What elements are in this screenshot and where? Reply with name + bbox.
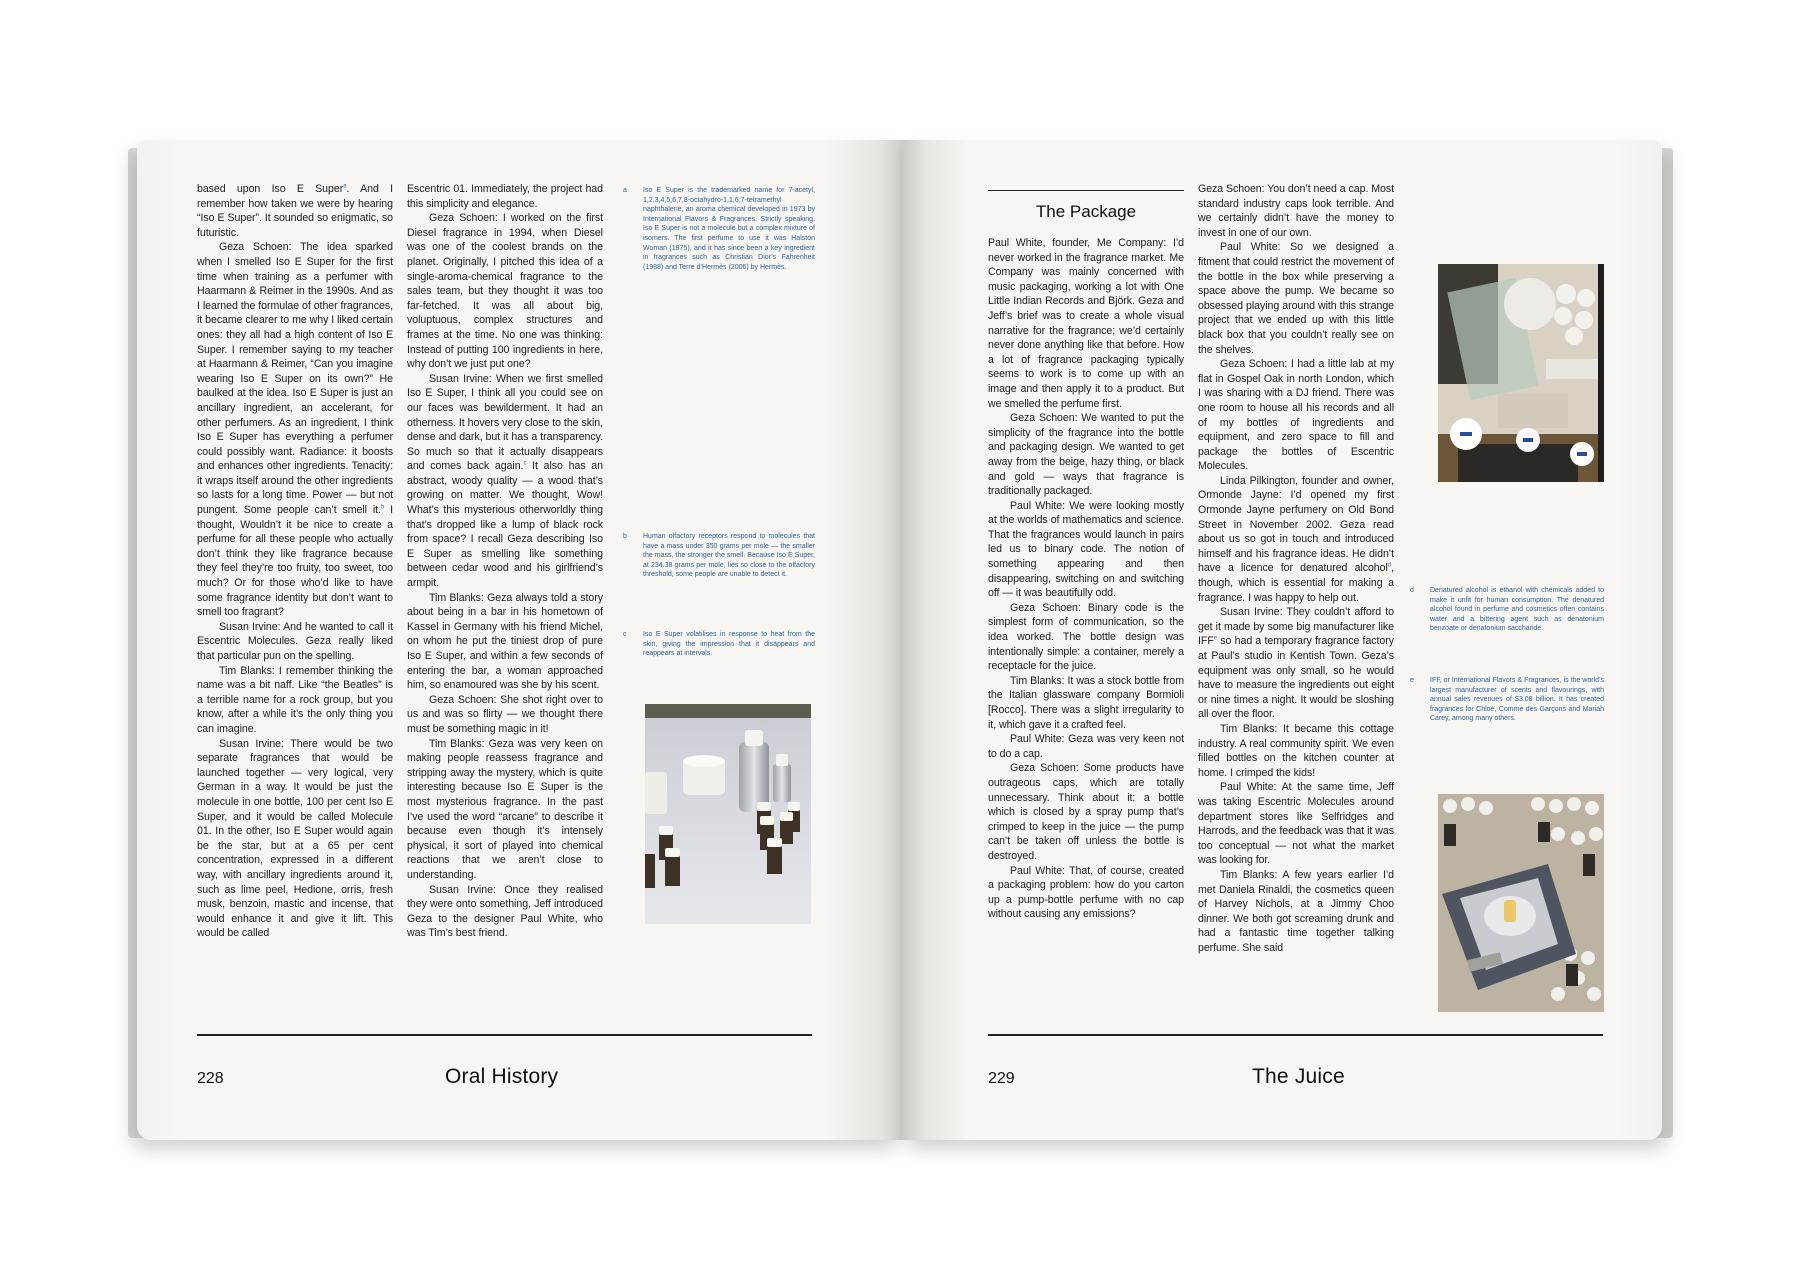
paragraph <box>1198 722 1394 780</box>
paragraph-text: Susan Irvine: And he wanted to call it Escentric Molecules. Geza really liked that particular pun on the spelling. <box>197 620 393 662</box>
paragraph <box>988 761 1184 863</box>
paragraph-text: Escentric 01. Immediately, the project had this simplicity and elegance. <box>407 183 603 210</box>
section-rule <box>988 190 1184 191</box>
paragraph-text: Susan Irvine: When we first smelled Iso E Super, I think all you could see on our faces was bewilderment. It had an otherness. It hovers very close to the skin, dense and dark, but it has a transparency. So much so that it actually disappears and comes back again. <box>407 372 603 473</box>
footnote-text: Iso E Super volatilises in response to heat from the skin, giving the impression that it disappears and reappears at intervals. <box>643 631 815 658</box>
paragraph-text-continued: It also has an abstract, woody quality — a wood that’s growing on matter. We thought, Wow! What’s this mysterious otherworldly thing that’s dropped like a lump of black rock from space? I recall Geza describing Iso E Super as smelling like something between cedar wood and his girlfriend’s armpit. <box>407 460 603 590</box>
paragraph <box>197 737 393 941</box>
right-column-2 <box>1198 182 1394 955</box>
paragraph-text: Paul White: So we designed a fitment that could restrict the movement of the bottle in the box while preserving a space above the pump. We became so obsessed playing around with this strange project that we ended up with this little black box that you couldn’t really see on the shelves. <box>1198 241 1394 356</box>
paragraph <box>1198 605 1394 722</box>
footer-rule <box>197 1034 812 1036</box>
paragraph <box>407 883 603 941</box>
photo-scale-and-vials <box>1438 794 1604 1012</box>
page-number: 229 <box>988 1070 1015 1087</box>
right-page <box>902 140 1662 1140</box>
paragraph-text-continued: , though, which is essential for making a fragrance. I was happy to help out. <box>1198 562 1394 604</box>
paragraph-text: Geza Schoen: Some products have outrageous caps, which are totally unnecessary. Think about it: a bottle which is closed by a spray pump that’s crimped to keep in the juice — the pump can’t be taken off unless the bottle is destroyed. <box>988 762 1184 862</box>
paragraph-text-continued: . And I remember how taken we were by hearing “Iso E Super”. It sounded so enigmatic, so futuristic. <box>197 183 393 239</box>
footnote-ref[interactable]: e <box>1213 635 1218 642</box>
paragraph <box>988 732 1184 761</box>
left-column-1 <box>197 182 393 941</box>
paragraph-text: Geza Schoen: Binary code is the simplest form of communication, so the idea worked. The bottle design was intentionally simple: a container, merely a receptacle for the juice. <box>988 601 1184 673</box>
paragraph-text: Susan Irvine: They couldn’t afford to get it made by some big manufacturer like IFF <box>1198 606 1394 648</box>
footnote-label: c <box>623 631 627 638</box>
paragraph-text: Susan Irvine: Once they realised they were onto something, Jeff introduced Geza to the designer Paul White, who was Tim’s best friend. <box>407 883 603 940</box>
running-head: The Juice <box>1252 1065 1345 1088</box>
footnote-d <box>1410 586 1604 634</box>
perfume-bottles-image <box>645 704 811 924</box>
paragraph-text: Geza Schoen: The idea sparked when I smelled Iso E Super for the first time when training as a perfumer with Haarmann & Reimer in the 1990s. And as I learned the formulae of other fragrances, it became clearer to me why I liked certain ones: they all had a high content of Iso E Super. I remember saying to my teacher at Haarmann & Reimer, “Can you imagine wearing Iso E Super on its own?” He baulked at the idea. Iso E Super is just an ancillary ingredient, an accelerant, for other perfumers. As an ingredient, I think Iso E Super has everything a perfumer could possibly want. Radiance: it boosts and enhances other ingredients. Tenacity: it wraps itself around the other ingredients so lasts for a long time. Power — but not pungent. Some people can’t smell it. <box>197 241 393 517</box>
footnote-ref[interactable]: a <box>343 183 347 190</box>
paragraph-text: Paul White, founder, Me Company: I’d never worked in the fragrance market. Me Company was mainly concerned with music packaging, working a lot with One Little Indian Records and Björk. Geza and Jeff’s brief was to create a whole visual narrative for the fragrance; we’d certainly never done anything like that before. How a lot of fragrance packaging typically seems to work is to come up with an image and then apply it to a product. But we smelled the perfume first. <box>988 237 1184 410</box>
footnote-label: d <box>1410 587 1414 594</box>
footnote-label: e <box>1410 677 1414 684</box>
paragraph <box>988 864 1184 922</box>
footnote-label: b <box>623 533 627 540</box>
footnote-e <box>1410 676 1604 724</box>
footnote-c <box>623 630 815 659</box>
paragraph <box>1198 868 1394 956</box>
section-heading: The Package <box>1035 202 1137 221</box>
paragraph-text-continued: I thought, Wouldn’t it be nice to create a perfume for all these people who actually don’t think they like fragrance because they feel they’re too fruity, too sweet, too much? Or for those who’d like to have some fragrance identity but don’t want to smell too fragrant? <box>197 504 393 619</box>
lab-equipment-image <box>1438 264 1604 482</box>
paragraph <box>988 601 1184 674</box>
paragraph <box>407 737 603 883</box>
paragraph-text: Geza Schoen: I worked on the first Diesel fragrance in 1994, when Diesel was one of the coolest brands on the planet. Originally, I pitched this idea of a single-aroma-chemical fragrance to the sales team, but they thought it was too far-fetched. It was all about big, voluptuous, complex structures and frames at the time. No one was thinking: Instead of putting 100 ingredients in here, why don’t we just put one? <box>407 212 603 371</box>
paragraph <box>407 372 603 591</box>
paragraph-text: Tim Blanks: Geza was very keen on making people reassess fragrance and stripping away the mystery, which is quite interesting because Iso E Super is the most mysterious fragrance. In the past I’ve used the word “arcane” to describe it because even though it’s intensely physical, it sort of played into chemical reactions that we aren’t close to understanding. <box>407 737 603 881</box>
left-column-2 <box>407 182 603 941</box>
footnote-label: a <box>623 187 627 194</box>
paragraph <box>1198 780 1394 868</box>
paragraph-text: Tim Blanks: A few years earlier I’d met Daniela Rinaldi, the cosmetics queen of Harvey Nichols, at a Jimmy Choo dinner. We both got screaming drunk and had a fantastic time together talking perfume. She said <box>1198 868 1394 954</box>
footnote-b <box>623 532 815 580</box>
paragraph <box>988 236 1184 411</box>
paragraph <box>197 182 393 240</box>
paragraph-text: Tim Blanks: Geza always told a story about being in a bar in his hometown of Kassel in Germany with his friend Michel, on whom he put the tiniest drop of pure Iso E Super, and within a few seconds of entering the bar, a woman approached him, so enamoured was she by his scent. <box>407 591 603 692</box>
paragraph-text: Linda Pilkington, founder and owner, Ormonde Jayne: I’d opened my first Ormonde Jayne perfumery on Old Bond Street in November 2002. Geza read about us so got in touch and introduced himself and his fragrance ideas. He didn’t have a licence for denatured alcohol <box>1198 474 1394 575</box>
paragraph-text: Susan Irvine: There would be two separate fragrances that would be launched together — very logical, very German in a way. It would be just the molecule in one bottle, 100 per cent Iso E Super, and it would be called Molecule 01. In the other, Iso E Super would again be the star, but at a 65 per cent concentration, expressed in a different way, with ancillary ingredients around it, such as lime peel, Hedione, orris, fresh musk, benzoin, mastic and incense, that would enhance it and give it lift. This would be called <box>197 737 393 940</box>
footnote-ref[interactable]: c <box>523 460 527 467</box>
paragraph <box>1198 240 1394 357</box>
paragraph <box>407 211 603 372</box>
running-head: Oral History <box>445 1065 559 1088</box>
paragraph <box>1198 474 1394 605</box>
paragraph-text-continued: so had a temporary fragrance factory at Paul’s studio in Kentish Town. Geza’s equipment was only small, so he would have to measure the ingredients out eight or nine times a night. It would be sloshing all over the floor. <box>1198 635 1394 721</box>
footnote-ref[interactable]: b <box>380 504 385 511</box>
footnote-text: Denatured alcohol is ethanol with chemicals added to make it unfit for human consumption. The denatured alcohol found in perfume and cosmetics often contains water and a bittering agent such as denatonium benzoate or denatonium saccharide. <box>1430 587 1604 633</box>
paragraph-text: Geza Schoen: She shot right over to us and was so flirty — we thought there must be something magic in it! <box>407 693 603 735</box>
paragraph <box>988 499 1184 601</box>
right-column-1 <box>988 236 1184 922</box>
paragraph-text: Geza Schoen: I had a little lab at my flat in Gospel Oak in north London, which I was sharing with a DJ friend. There was one room to house all his records and all of my bottles of ingredients and equipment, and zero space to fill and package the bottles of Escentric Molecules. <box>1198 358 1394 473</box>
paragraph <box>407 591 603 693</box>
paragraph <box>988 674 1184 732</box>
paragraph-text: Paul White: We were looking mostly at the worlds of mathematics and science. That the fragrances would launch in pairs led us to binary code. The notion of something appearing and then disappearing, switching on and switching off — it was beautifully odd. <box>988 499 1184 600</box>
footnote-a <box>623 186 815 272</box>
paragraph-text: Geza Schoen: You don’t need a cap. Most standard industry caps look terrible. And we certainly didn’t have the money to invest in one of our own. <box>1198 183 1394 239</box>
paragraph-text: Tim Blanks: It became this cottage industry. A real community spirit. We even filled bottles on the kitchen counter at home. I crimped the kids! <box>1198 722 1394 779</box>
paragraph <box>1198 182 1394 240</box>
paragraph <box>197 240 393 619</box>
paragraph-text: Paul White: At the same time, Jeff was taking Escentric Molecules around department stores like Selfridges and Harrods, and the feedback was that it was too conceptual — not what the market was looking for. <box>1198 781 1394 867</box>
scale-vials-image <box>1438 794 1604 1012</box>
photo-lab-equipment <box>1438 264 1604 482</box>
paragraph-text: Geza Schoen: We wanted to put the simplicity of the fragrance into the bottle and packaging design. We wanted to get away from the beige, hazy thing, or black and gold — ways that fragrance is traditionally packaged. <box>988 412 1184 498</box>
paragraph <box>407 182 603 211</box>
paragraph <box>988 411 1184 499</box>
footnote-ref[interactable]: d <box>1387 562 1392 569</box>
footnote-text: Iso E Super is the trademarked name for 7-acetyl, 1,2,3,4,5,6,7,8-octahydro-1,1,6,7-tetramethyl naphthalene, an aroma chemical developed in 1973 by International Flavors & Fragrances. Strictly speaking, Iso E Super is not a molecule but a complex mixture of isomers. The first perfume to use it was Halston Woman (1975), and it has since been a key ingredient in fragrances such as Christian Dior’s Fahrenheit (1988) and Terre d’Hermès (2006) by Hermès. <box>643 187 815 271</box>
photo-perfume-bottles <box>645 704 811 924</box>
footnote-text: Human olfactory receptors respond to molecules that have a mass under 350 grams per mole — the smaller the mass, the stronger the smell. Because Iso E Super, at 234.38 grams per mole, lies so close to the olfactory threshold, some people are unable to detect it. <box>643 533 815 579</box>
footer-rule <box>988 1034 1603 1036</box>
paragraph-text: Tim Blanks: I remember thinking the name was a bit naff. Like “the Beatles” is a terrible name for a rock group, but you know, after a while it’s the only thing you can imagine. <box>197 664 393 735</box>
paragraph-text: based upon Iso E Super <box>197 183 344 195</box>
paragraph-text: Tim Blanks: It was a stock bottle from the Italian glassware company Bormioli [Rocco]. There was a slight irregularity to it, which gave it a crafted feel. <box>988 674 1184 731</box>
paragraph <box>407 693 603 737</box>
paragraph <box>197 620 393 664</box>
paragraph <box>1198 357 1394 474</box>
paragraph-text: Paul White: That, of course, created a packaging problem: how do you carton up a pump-bottle perfume with no cap without causing any emissions? <box>988 864 1184 921</box>
footnote-text: IFF, or International Flavors & Fragrances, is the world’s largest manufacturer of scents and flavourings, with annual sales revenues of $3.08 billion. It has created fragrances for Chloé, Comme des Garçons and Mariah Carey, among many others. <box>1430 677 1604 723</box>
page-number: 228 <box>197 1070 224 1087</box>
left-page <box>137 140 902 1140</box>
paragraph-text: Paul White: Geza was very keen not to do a cap. <box>988 733 1184 760</box>
paragraph <box>197 664 393 737</box>
